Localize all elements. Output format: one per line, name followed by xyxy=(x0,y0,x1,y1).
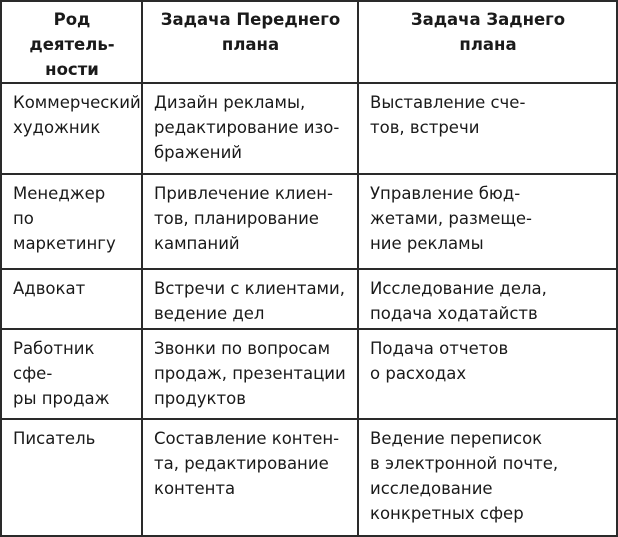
table-row xyxy=(1,174,617,269)
cell-background: Управление бюд- жетами, размеще- ние рекламы xyxy=(358,174,617,269)
header-background-task: Задача Заднего плана xyxy=(358,1,617,83)
cell-background: Исследование дела, подача ходатайств xyxy=(358,269,617,329)
table-row xyxy=(1,269,617,329)
table-row xyxy=(1,419,617,536)
cell-background: Подача отчетов о расходах xyxy=(358,329,617,419)
table-row xyxy=(1,329,617,419)
cell-occupation: Адвокат xyxy=(1,269,142,329)
cell-occupation: Работник сфе- ры продаж xyxy=(1,329,142,419)
cell-occupation: Коммерческий художник xyxy=(1,83,142,174)
header-row xyxy=(1,1,617,83)
header-occupation: Род деятель- ности xyxy=(1,1,142,83)
cell-occupation: Менеджер по маркетингу xyxy=(1,174,142,269)
cell-foreground: Встречи с клиентами, ведение дел xyxy=(142,269,358,329)
table-row xyxy=(1,83,617,174)
cell-foreground: Составление контен- та, редактирование контента xyxy=(142,419,358,536)
cell-background: Выставление сче- тов, встречи xyxy=(358,83,617,174)
header-foreground-task: Задача Переднего плана xyxy=(142,1,358,83)
cell-occupation: Писатель xyxy=(1,419,142,536)
cell-foreground: Дизайн рекламы, редактирование изо- бражений xyxy=(142,83,358,174)
cell-foreground: Звонки по вопросам продаж, презентации продуктов xyxy=(142,329,358,419)
cell-foreground: Привлечение клиен- тов, планирование кампаний xyxy=(142,174,358,269)
cell-background: Ведение переписок в электронной почте, исследование конкретных сфер xyxy=(358,419,617,536)
